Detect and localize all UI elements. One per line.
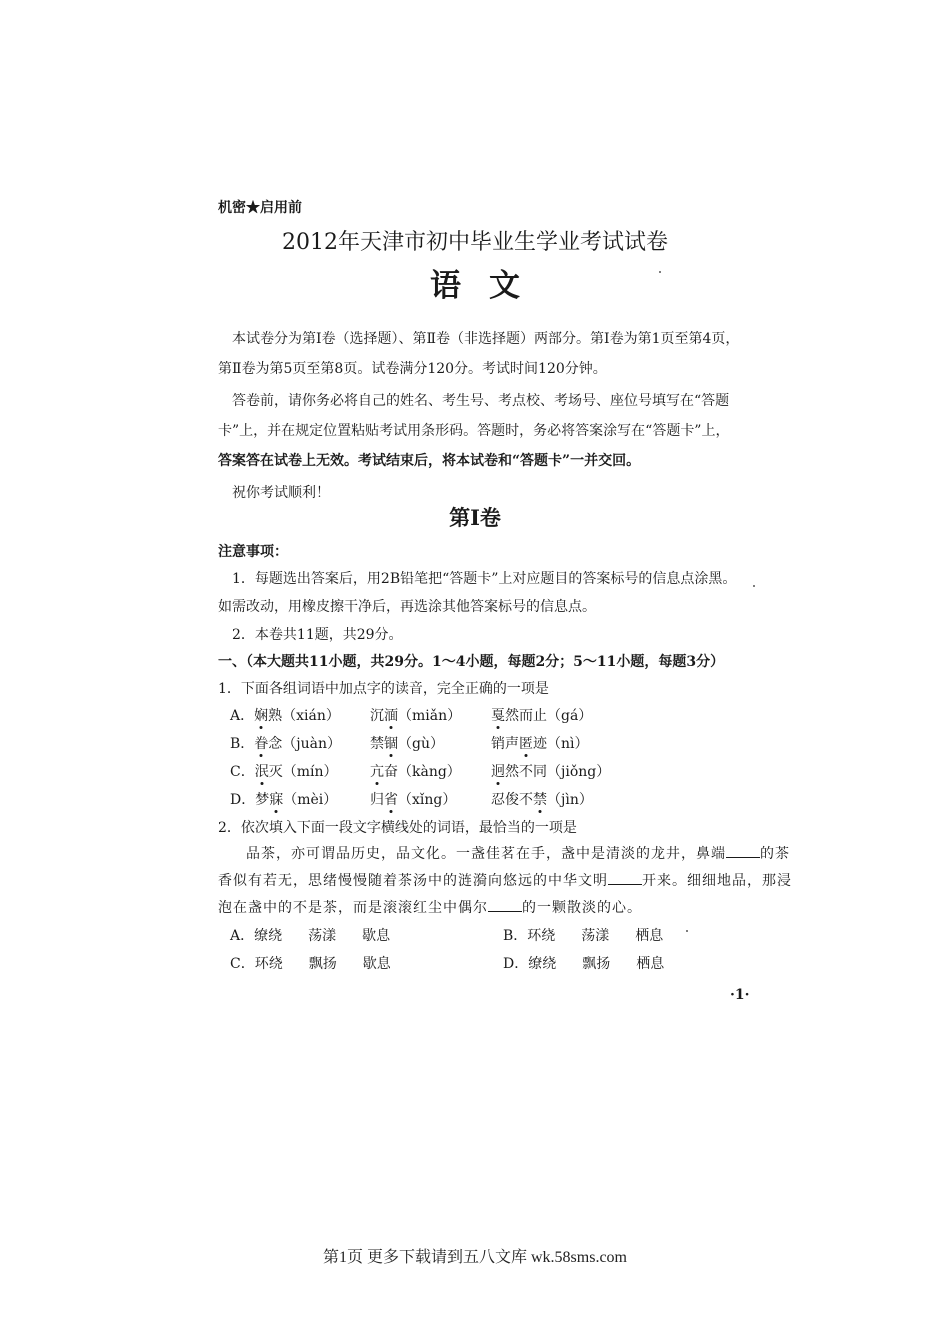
q1-stem: 1．下面各组词语中加点字的读音，完全正确的一项是 [218, 681, 549, 697]
q2-passage-line-3 [218, 897, 642, 917]
scan-speck [753, 585, 755, 587]
subject-title: 语文 [430, 268, 548, 304]
option-word: 栖息 [635, 928, 664, 944]
q2-passage-line-2 [218, 870, 792, 890]
q1-b-word-2 [370, 733, 444, 753]
q2-passage-line-1 [246, 843, 790, 863]
word-rest: （jìn） [547, 792, 593, 808]
word-part: 归 [370, 792, 384, 808]
option-word: 环绕 [254, 956, 283, 972]
word-part: 忍俊不 [491, 792, 533, 808]
scan-speck [686, 930, 688, 932]
word-rest: 灭（mín） [268, 764, 338, 780]
q1-option-a [230, 705, 340, 725]
dotted-char: 寐 [269, 792, 284, 808]
q1-a-word-2 [370, 705, 461, 725]
classified-label: 机密★启用前 [218, 200, 302, 216]
word-rest: 然而止（gá） [505, 708, 593, 724]
passage-text: 的茶 [760, 846, 790, 862]
passage-text: 品茶，亦可谓品历史，品文化。一盏佳茗在手，盏中是清淡的龙井，鼻端 [246, 846, 726, 862]
notice-1-line-1: 1．每题选出答案后，用2B铅笔把“答题卡”上对应题目的答案标号的信息点涂黑。 [232, 571, 737, 587]
scan-speck [659, 271, 661, 273]
passage-text: 香似有若无，思绪慢慢随着茶汤中的涟漪向悠远的中华文明 [218, 873, 608, 889]
option-word: 环绕 [527, 928, 556, 944]
option-label: B． [503, 928, 528, 944]
q1-option-c [230, 761, 338, 781]
word-rest: （xǐng） [398, 792, 457, 808]
word-part: 禁 [370, 736, 384, 752]
passage-text: 泡在盏中的不是茶，而是滚滚红尘中偶尔 [218, 900, 488, 916]
word-rest: （mèi） [283, 792, 338, 808]
option-label: D． [503, 956, 529, 972]
dotted-char: 亢 [370, 764, 384, 780]
dotted-char: 迥 [491, 764, 505, 780]
word-rest: 迹（nì） [533, 736, 589, 752]
q1-a-word-3 [491, 705, 592, 725]
q1-c-word-3 [491, 761, 610, 781]
dotted-char: 禁 [533, 792, 547, 808]
wish-text: 祝你考试顺利！ [232, 485, 330, 501]
option-word: 歇息 [362, 956, 391, 972]
option-word: 荡漾 [308, 928, 337, 944]
intro-line-3: 答卷前，请你务必将自己的姓名、考生号、考点校、考场号、座位号填写在“答题 [232, 393, 730, 409]
option-word: 缭绕 [254, 928, 283, 944]
dotted-char: 锢 [384, 736, 398, 752]
option-label: B． [230, 736, 255, 752]
blank-line [726, 857, 760, 858]
q1-option-d [230, 789, 337, 809]
option-label: C． [230, 956, 255, 972]
dotted-char: 眷 [254, 736, 269, 752]
notice-label: 注意事项： [218, 544, 288, 560]
word-part: 沉 [370, 708, 384, 724]
intro-line-4: 卡”上，并在规定位置粘贴考试用条形码。答题时，务必将答案涂写在“答题卡”上， [218, 423, 730, 439]
page-number: ·1· [730, 987, 750, 1003]
footer-text: 第1页 更多下载请到五八文库 wk.58sms.com [322, 1249, 627, 1266]
q1-c-word-2 [370, 761, 461, 781]
word-rest: （miǎn） [398, 708, 462, 724]
q2-option-d [503, 953, 664, 973]
word-rest: 奋（kàng） [384, 764, 461, 780]
dotted-char: 省 [384, 792, 398, 808]
word-rest: （gù） [398, 736, 444, 752]
blank-line [608, 884, 642, 885]
notice-1-line-2: 如需改动，用橡皮擦干净后，再选涂其他答案标号的信息点。 [218, 599, 596, 615]
option-word: 飘扬 [582, 956, 611, 972]
option-label: A． [230, 708, 255, 724]
q2-option-c [230, 953, 391, 973]
intro-line-1: 本试卷分为第Ⅰ卷（选择题）、第Ⅱ卷（非选择题）两部分。第Ⅰ卷为第1页至第4页， [232, 331, 740, 347]
dotted-char: 泯 [254, 764, 269, 780]
option-label: C． [230, 764, 255, 780]
word-rest: 熟（xián） [268, 708, 340, 724]
section-title: 第Ⅰ卷 [449, 505, 501, 530]
q1-d-word-3 [491, 789, 593, 809]
q1-d-word-2 [370, 789, 456, 809]
option-label: A． [230, 928, 255, 944]
option-word: 栖息 [636, 956, 665, 972]
passage-text: 的一颗散淡的心。 [522, 900, 642, 916]
dotted-char: 戛 [491, 708, 505, 724]
dotted-char: 匿 [519, 736, 533, 752]
word-part: 销声 [491, 736, 519, 752]
word-rest: 念（juàn） [268, 736, 342, 752]
intro-line-5: 答案答在试卷上无效。考试结束后，将本试卷和“答题卡”一并交回。 [218, 453, 641, 469]
option-word: 荡漾 [581, 928, 610, 944]
exam-title: 2012年天津市初中毕业生学业考试试卷 [282, 230, 668, 255]
option-word: 缭绕 [528, 956, 557, 972]
dotted-char: 湎 [384, 708, 398, 724]
part-heading: 一、（本大题共11小题，共29分。1～4小题，每题2分；5～11小题，每题3分） [218, 654, 725, 670]
notice-2: 2．本卷共11题，共29分。 [232, 627, 403, 643]
intro-line-2: 第Ⅱ卷为第5页至第8页。试卷满分120分。考试时间120分钟。 [218, 361, 607, 377]
option-label: D． [230, 792, 256, 808]
q1-b-word-3 [491, 733, 589, 753]
q2-stem: 2．依次填入下面一段文字横线处的词语，最恰当的一项是 [218, 820, 577, 836]
word-part: 梦 [255, 792, 270, 808]
option-word: 飘扬 [308, 956, 337, 972]
dotted-char: 娴 [254, 708, 269, 724]
q2-option-a [230, 925, 390, 945]
word-rest: 然不同（jiǒng） [505, 764, 611, 780]
option-word: 歇息 [362, 928, 391, 944]
blank-line [488, 911, 522, 912]
passage-text: 开来。细细地品，那浸 [642, 873, 792, 889]
q1-option-b [230, 733, 341, 753]
q2-option-b [503, 925, 663, 945]
